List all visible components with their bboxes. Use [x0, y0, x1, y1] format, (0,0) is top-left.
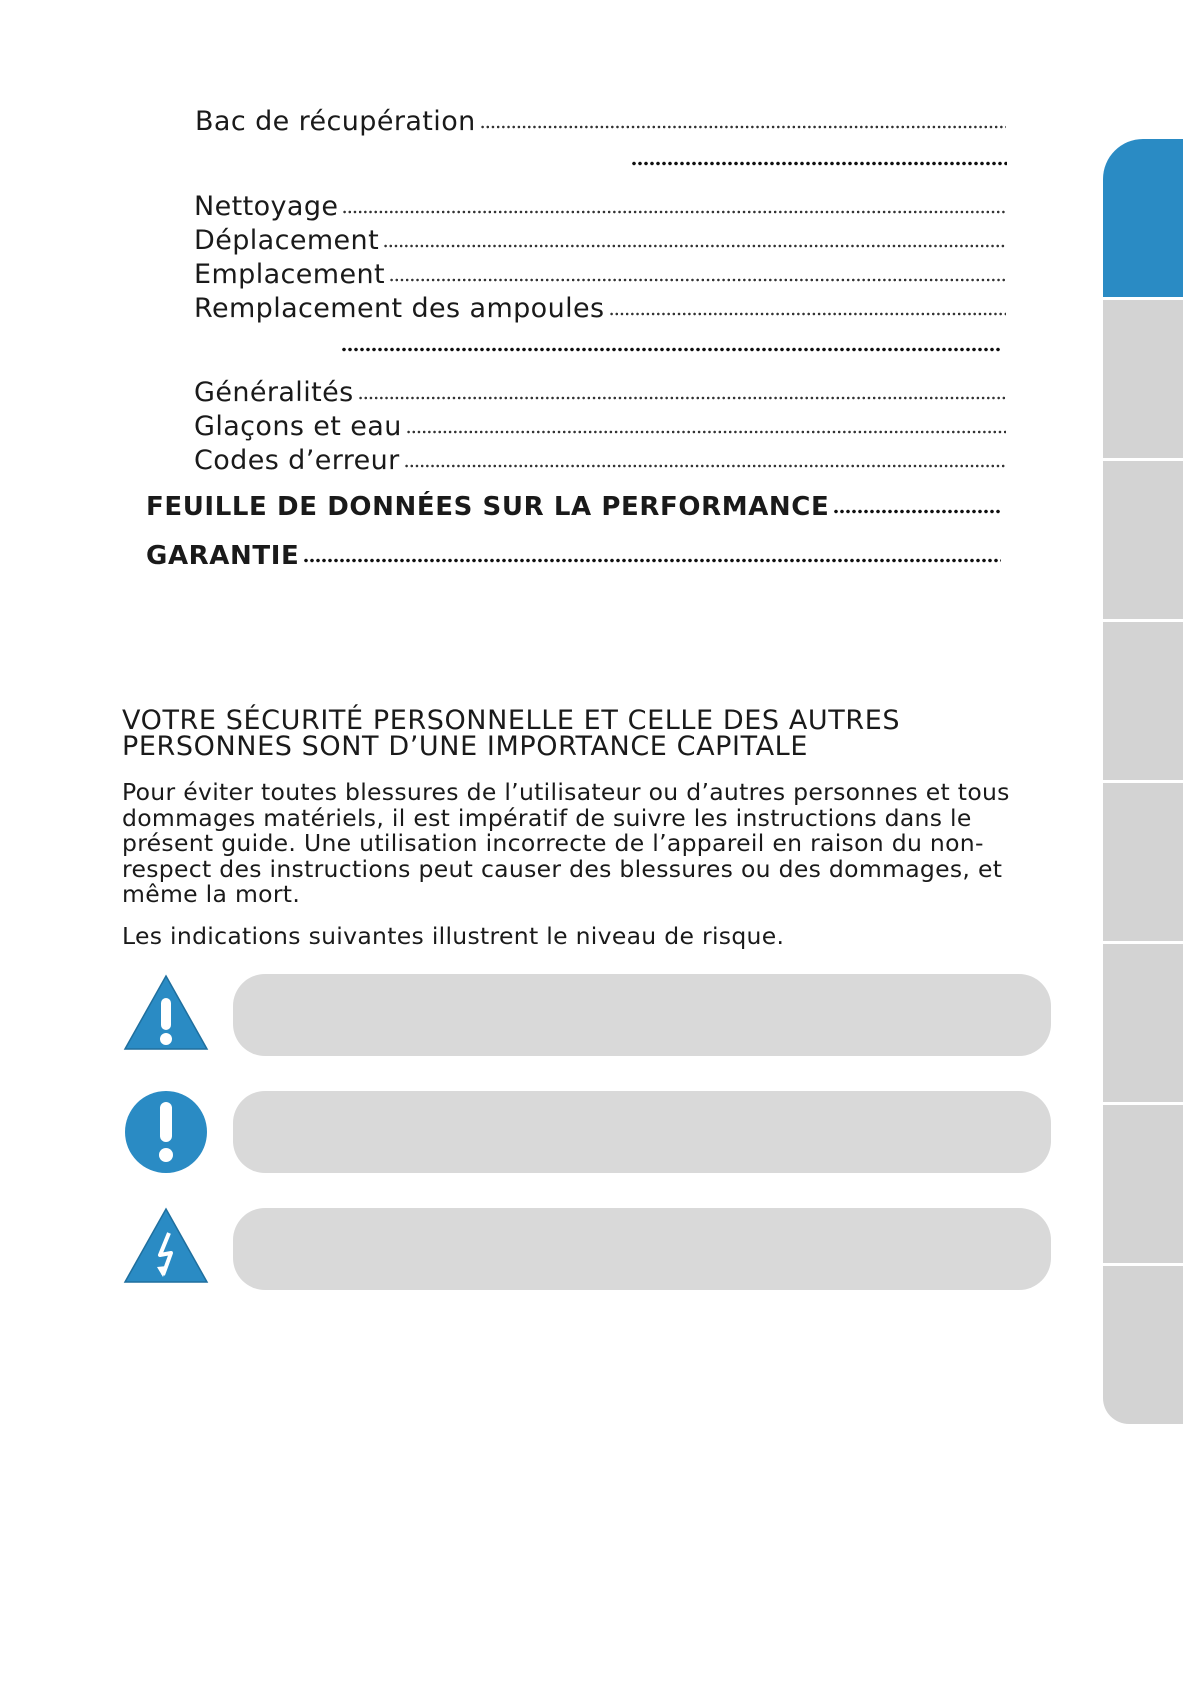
toc-entry-label: FEUILLE DE DONNÉES SUR LA PERFORMANCE: [146, 492, 830, 522]
toc-leader-dots: [341, 346, 1001, 353]
chapter-tab[interactable]: [1103, 1266, 1183, 1424]
toc-leader-dots: [480, 124, 1006, 130]
toc-leader-dots: [303, 557, 1001, 564]
toc-entry[interactable]: [194, 293, 1006, 325]
safety-paragraph: Pour éviter toutes blessures de l’utilisateur ou d’autres personnes et tous dommages matériels, il est impératif de suivre les instructions dans le présent guide. Une utilisation incorrecte de l’appareil en raison du non-respect des instructions peut causer des blessures ou des dommages, et même la mort.: [122, 778, 1010, 908]
toc-entry[interactable]: [195, 106, 1006, 138]
toc-leader-dots: [833, 508, 1001, 515]
toc-entry-label: Généralités: [194, 377, 354, 408]
toc-leader-dots: [404, 463, 1006, 469]
toc-entry-label: Codes d’erreur: [194, 445, 400, 476]
toc-entry-label: Glaçons et eau: [194, 411, 402, 442]
chapter-tab[interactable]: [1103, 622, 1183, 780]
warning-level-bar: [233, 1091, 1051, 1173]
toc-entry[interactable]: [194, 377, 1006, 409]
chapter-tab[interactable]: [1103, 1105, 1183, 1263]
toc-leader-dots: [406, 429, 1006, 435]
toc-leader-dots: [383, 243, 1006, 249]
toc-entry[interactable]: [194, 191, 1006, 223]
toc-entry-label: Nettoyage: [194, 191, 339, 222]
toc-leader-dots: [631, 160, 1007, 167]
toc-leader-dots: [342, 209, 1006, 215]
toc-leader-dots: [389, 277, 1006, 283]
chapter-tab[interactable]: [1103, 461, 1183, 619]
warning-triangle-icon: [123, 972, 209, 1058]
toc-section-entry[interactable]: [146, 491, 1001, 523]
toc-section-entry[interactable]: [627, 160, 1007, 167]
toc-entry[interactable]: [194, 259, 1006, 291]
toc-entry[interactable]: [194, 445, 1006, 477]
chapter-tab[interactable]: [1103, 944, 1183, 1102]
toc-leader-dots: [609, 311, 1007, 317]
toc-leader-dots: [358, 395, 1006, 401]
chapter-tab[interactable]: [1103, 300, 1183, 458]
toc-entry[interactable]: [194, 225, 1006, 257]
safety-heading: [122, 705, 1082, 762]
safety-heading-line: PERSONNES SONT D’UNE IMPORTANCE CAPITALE: [122, 731, 808, 762]
toc-entry-label: GARANTIE: [146, 541, 300, 571]
chapter-tab-active[interactable]: [1103, 139, 1183, 297]
toc-entry-label: Bac de récupération: [195, 106, 476, 137]
toc-entry-label: Remplacement des ampoules: [194, 293, 605, 324]
toc-entry-label: Emplacement: [194, 259, 386, 290]
toc-section-entry[interactable]: [337, 346, 1001, 353]
chapter-tab[interactable]: [1103, 783, 1183, 941]
electric-shock-icon: [123, 1205, 209, 1291]
risk-intro-text: Les indications suivantes illustrent le niveau de risque.: [122, 922, 785, 950]
toc-entry[interactable]: [194, 411, 1006, 443]
toc-section-entry[interactable]: [146, 540, 1001, 572]
toc-entry-label: Déplacement: [194, 225, 380, 256]
caution-level-bar: [233, 1208, 1051, 1290]
danger-level-bar: [233, 974, 1051, 1056]
caution-circle-icon: [123, 1090, 209, 1176]
safety-heading-line: VOTRE SÉCURITÉ PERSONNELLE ET CELLE DES AUTRES: [122, 705, 901, 736]
